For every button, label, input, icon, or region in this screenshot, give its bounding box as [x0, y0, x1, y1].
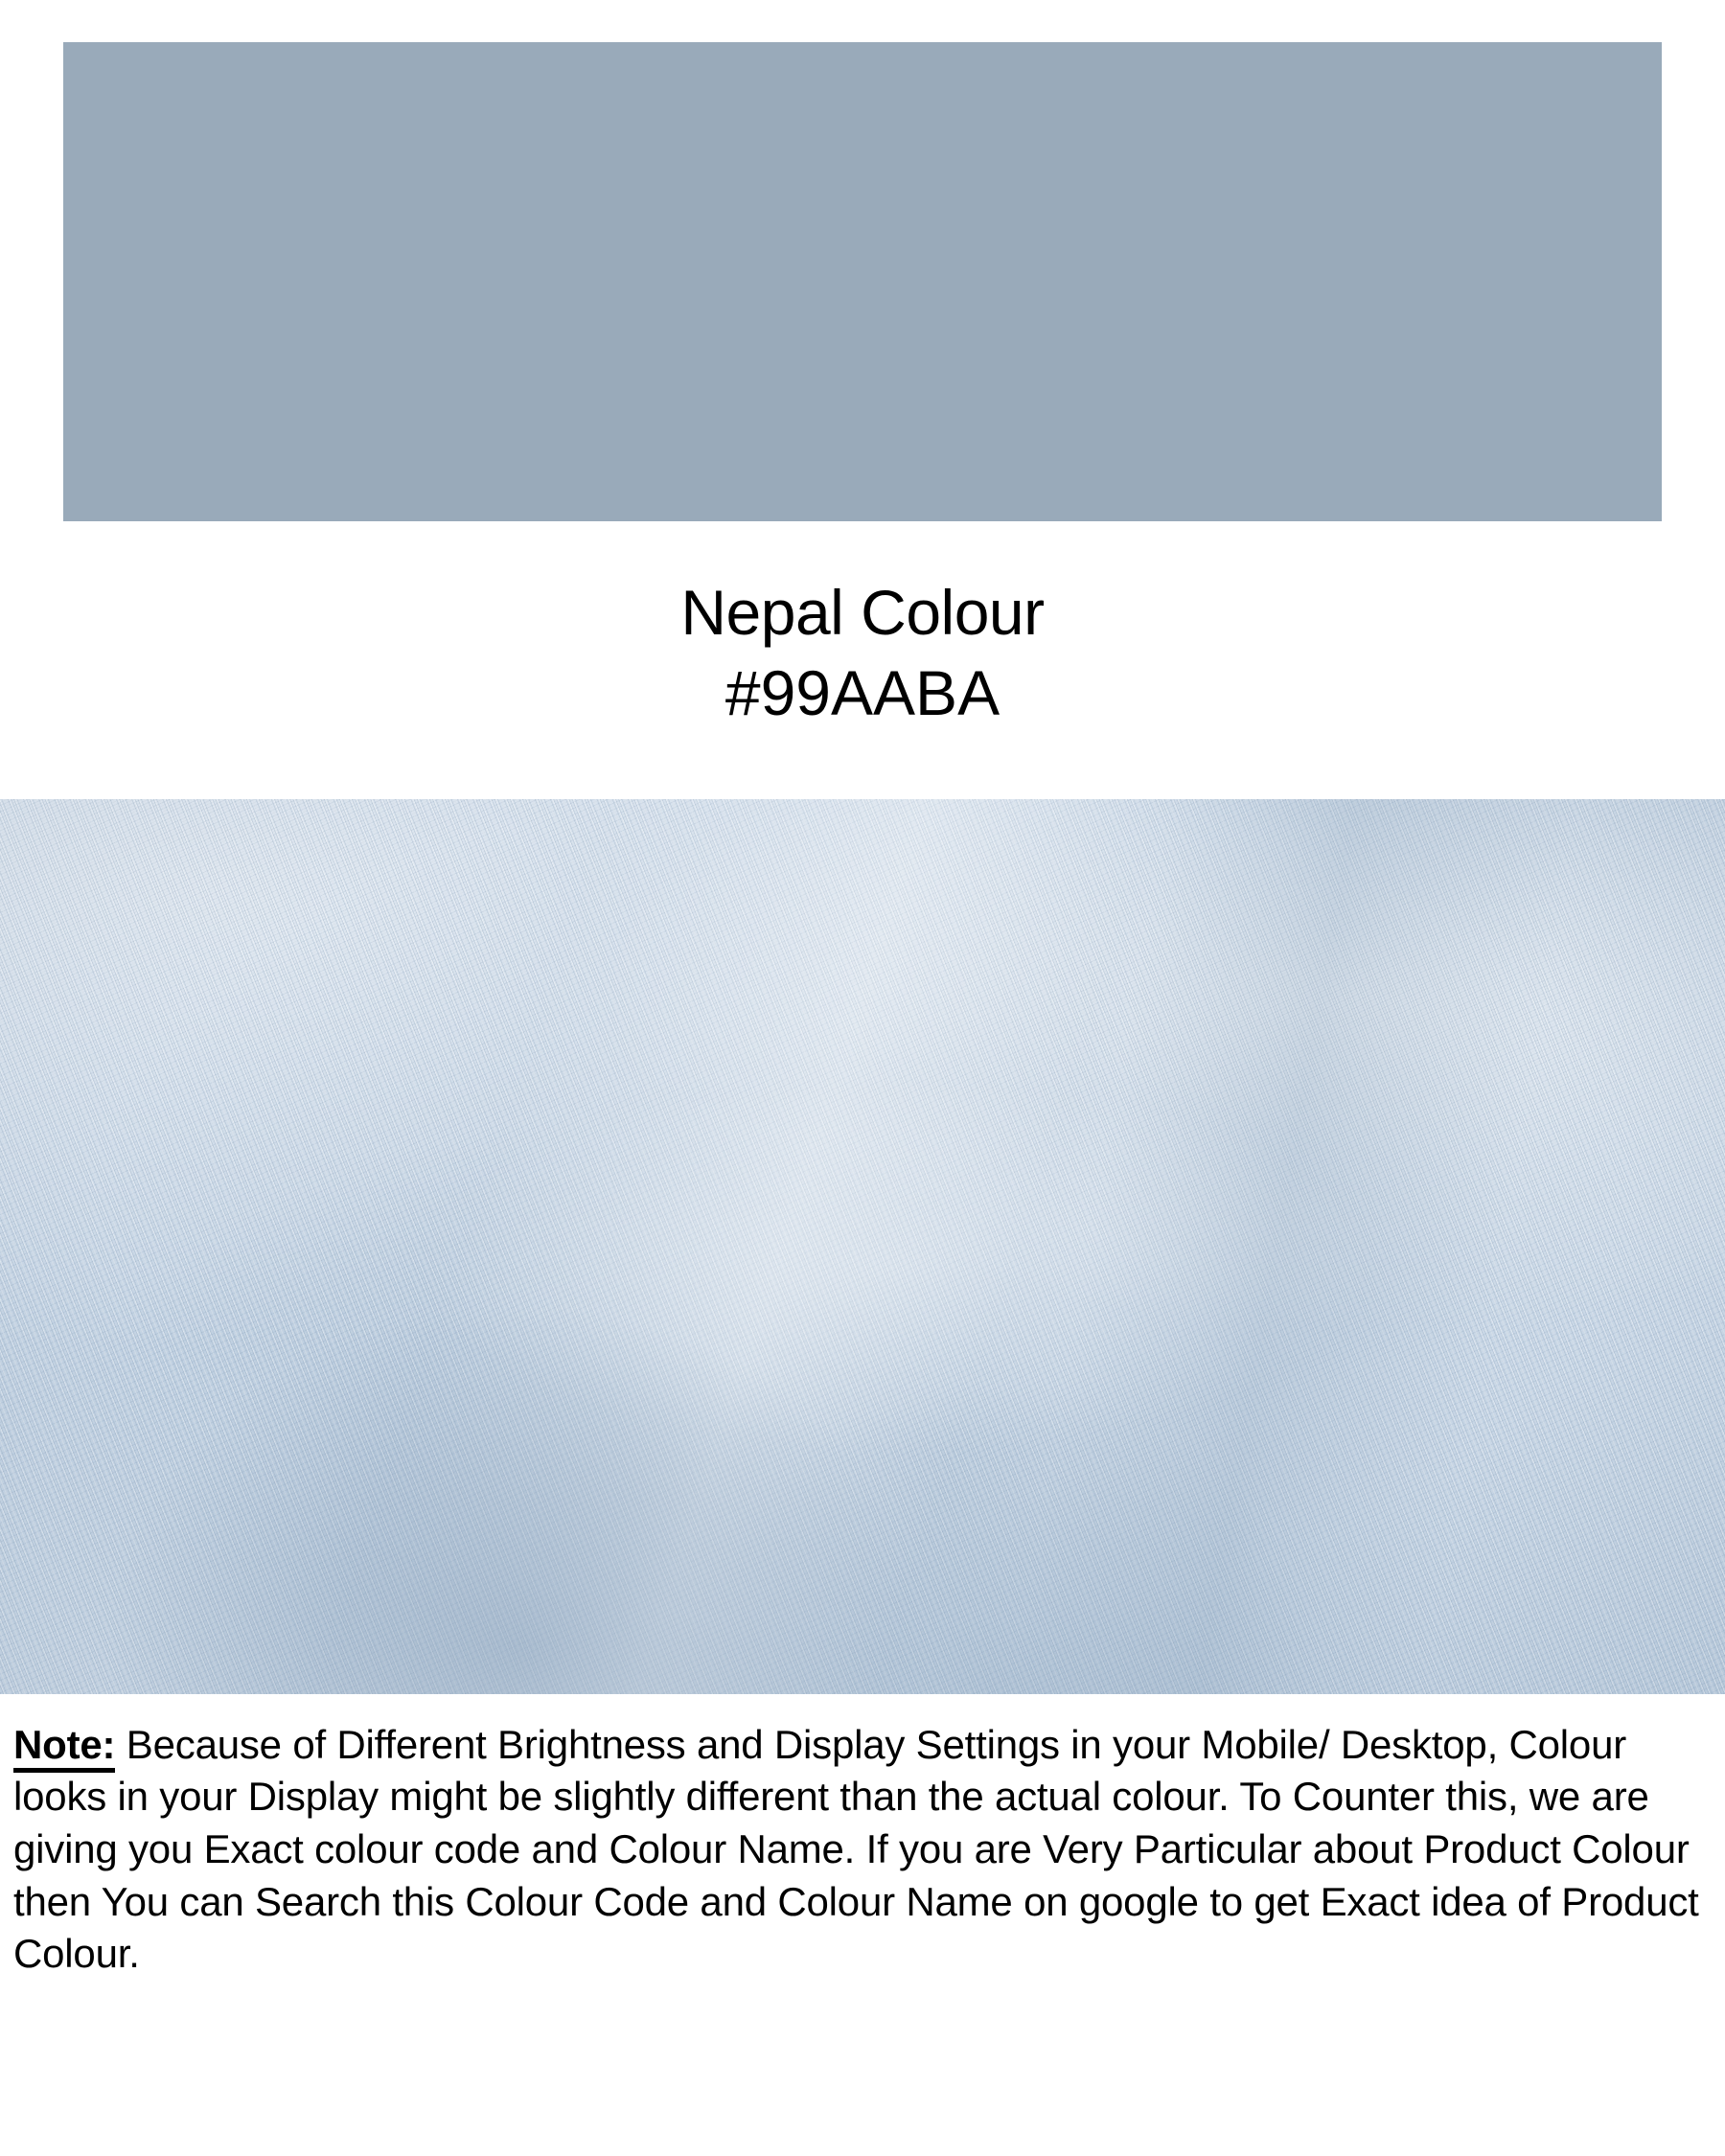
colour-code: #99AABA — [724, 656, 1000, 728]
colour-name: Nepal Colour — [680, 577, 1045, 648]
fabric-texture-photo — [0, 799, 1725, 1694]
swatch-container — [0, 0, 1725, 521]
colour-caption — [0, 577, 1725, 730]
note-body-text: Because of Different Brightness and Display Settings in your Mobile/ Desktop, Colour looks in your Display might be slightly different than the actual colour. To Counter this, we are giving you Exact colour code and Colour Name. If you are Very Particular about Product Colour then You can Search this Colour Code and Colour Name on google to get Exact idea of Product Colour. — [13, 1721, 1699, 1977]
fabric-vignette — [0, 799, 1725, 1694]
solid-colour-swatch — [63, 42, 1662, 521]
note-lead-label: Note: — [13, 1722, 115, 1773]
disclaimer-note — [0, 1694, 1725, 1981]
